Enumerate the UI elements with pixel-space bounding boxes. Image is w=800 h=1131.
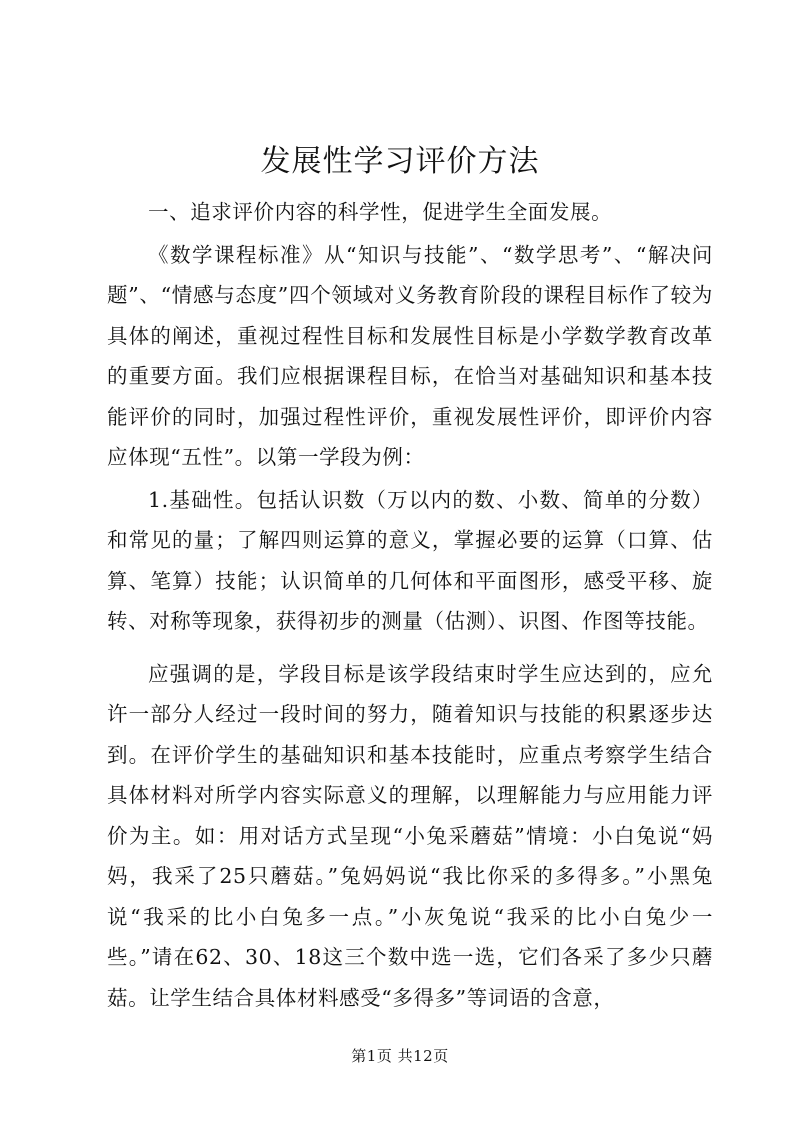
- document-title: 发展性学习评价方法: [260, 144, 540, 179]
- page-number-footer: 第1页 共12页: [351, 1047, 449, 1065]
- paragraph-foundational: 1.基础性。包括认识数（万以内的数、小数、简单的分数）和常见的量；了解四则运算的意义，掌握必要的运算（口算、估算、笔算）技能；认识简单的几何体和平面图形，感受平移、旋转、对称等现象，获得初步的测量（估测）、识图、作图等技能。: [107, 487, 713, 633]
- section-heading: 一、追求评价内容的科学性，促进学生全面发展。: [148, 200, 613, 224]
- paragraph-emphasis: 应强调的是，学段目标是该学段结束时学生应达到的，应允许一部分人经过一段时间的努力，随着知识与技能的积累逐步达到。在评价学生的基础知识和基本技能时，应重点考察学生结合具体材料对所学内容实际意义的理解，以理解能力与应用能力评价为主。如：用对话方式呈现“小兔采蘑菇”情境：小白兔说“妈妈，我采了25只蘑菇。”兔妈妈说“我比你采的多得多。”小黑兔说“我采的比小白兔多一点。”小灰兔说“我采的比小白兔少一些。”请在62、30、18这三个数中选一选，它们各采了多少只蘑菇。让学生结合具体材料感受“多得多”等词语的含意，: [107, 661, 713, 1010]
- document-body: [107, 192, 713, 1018]
- paragraph-curriculum-standard: 《数学课程标准》从“知识与技能”、“数学思考”、“解决问题”、“情感与态度”四个领域对义务教育阶段的课程目标作了较为具体的阐述，重视过程性目标和发展性目标是小学数学教育改革的重要方面。我们应根据课程目标，在恰当对基础知识和基本技能评价的同时，加强过程性评价，重视发展性评价，即评价内容应体现“五性”。以第一学段为例：: [107, 242, 713, 469]
